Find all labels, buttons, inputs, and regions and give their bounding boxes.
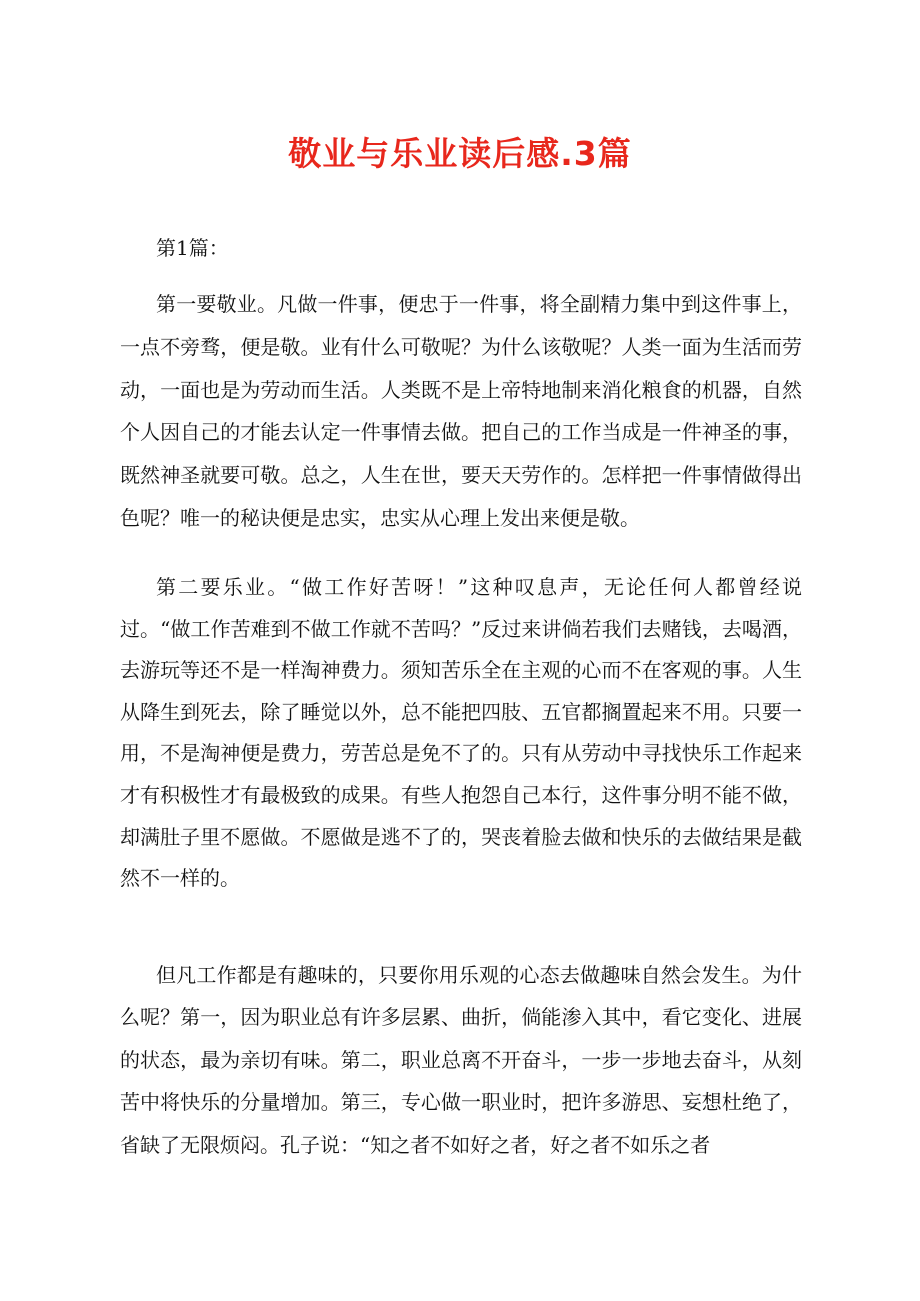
document-title: 敬业与乐业读后感.3篇 [288,134,632,173]
section-heading: 第1篇： [156,236,229,260]
paragraph: 第二要乐业。“做工作好苦呀！”这种叹息声，无论任何人都曾经说过。“做工作苦难到不做工作就不苦吗？”反过来讲倘若我们去赌钱，去喝酒，去游玩等还不是一样淘神费力。须知苦乐全在主观的心而不在客观的事。人生从降生到死去，除了睡觉以外，总不能把四肢、五官都搁置起来不用。只要一用，不是淘神便是费力，劳苦总是免不了的。只有从劳动中寻找快乐工作起来才有积极性才有最极致的成果。有些人抱怨自己本行，这件事分明不能不做，却满肚子里不愿做。不愿做是逃不了的，哭丧着脸去做和快乐的去做结果是截然不一样的。 [120,575,802,891]
paragraph: 第一要敬业。凡做一件事，便忠于一件事，将全副精力集中到这件事上，一点不旁骛，便是敬。业有什么可敬呢？为什么该敬呢？人类一面为生活而劳动，一面也是为劳动而生活。人类既不是上帝特地制来消化粮食的机器，自然个人因自己的才能去认定一件事情去做。把自己的工作当成是一件神圣的事，既然神圣就要可敬。总之，人生在世，要天天劳作的。怎样把一件事情做得出色呢？唯一的秘诀便是忠实，忠实从心理上发出来便是敬。 [120,292,802,530]
paragraph: 但凡工作都是有趣味的，只要你用乐观的心态去做趣味自然会发生。为什么呢？第一，因为职业总有许多层累、曲折，倘能渗入其中，看它变化、进展的状态，最为亲切有味。第二，职业总离不开奋斗，一步一步地去奋斗，从刻苦中将快乐的分量增加。第三，专心做一职业时，把许多游思、妄想杜绝了，省缺了无限烦闷。孔子说：“知之者不如好之者，好之者不如乐之者 [120,963,802,1157]
